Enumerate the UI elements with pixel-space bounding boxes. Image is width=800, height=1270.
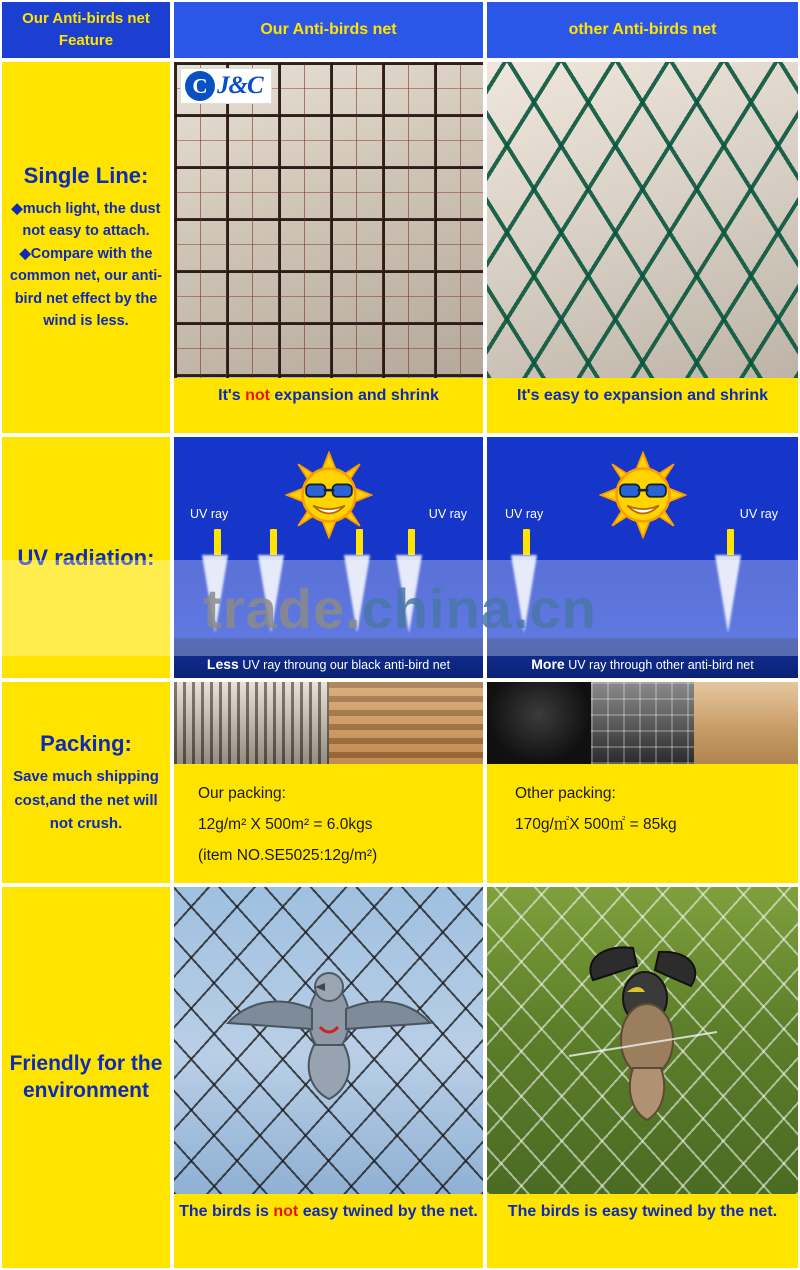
other-uv-note-rest: UV ray through other anti-bird net: [568, 658, 754, 672]
other-packing-line-1: Other packing:: [515, 785, 616, 802]
header-feature-column: Our Anti-birds net Feature: [0, 0, 172, 60]
our-packing-line-3: (item NO.SE5025:12g/m²): [198, 847, 378, 864]
other-friendly-cell: [485, 885, 800, 1270]
packing-body: Save much shipping cost,and the net will not crush.: [13, 768, 159, 832]
uv-beam-2: [715, 555, 741, 633]
other-packing-cell: [485, 680, 800, 885]
uv-post-3: [356, 529, 363, 555]
our-uv-scene: [174, 437, 483, 678]
our-packing-line-2: 12g/m² X 500m² = 6.0kgs: [198, 816, 373, 833]
our-net-photo: [174, 62, 483, 378]
caption-pre: It's: [218, 387, 241, 404]
pigeon-icon: [224, 953, 434, 1103]
packing-title: Packing:: [40, 730, 132, 756]
carton-bundle-photo: [329, 682, 484, 764]
trapped-bird-icon: [563, 936, 723, 1126]
uv-post-1: [214, 529, 221, 555]
row-label-packing: [0, 680, 172, 885]
uv-post-4: [408, 529, 415, 555]
our-single-line-cell: [172, 60, 485, 435]
other-uv-cell: [485, 435, 800, 680]
other-packing-photos: [487, 682, 798, 764]
carton-box-photo: [694, 682, 798, 764]
uv-ray-label-left: UV ray: [190, 507, 229, 521]
our-uv-cell: [172, 435, 485, 680]
our-packing-text: [174, 764, 483, 881]
uv-beam-1: [202, 555, 228, 633]
our-uv-note: [174, 656, 483, 672]
trapped-bird-photo: [487, 887, 798, 1194]
uv-beam-4: [396, 555, 422, 633]
our-friendly-caption: [174, 1194, 483, 1230]
black-net-photo: [487, 682, 591, 764]
net-roll-photo: [174, 682, 329, 764]
header-other-column: other Anti-birds net: [485, 0, 800, 60]
caption-pre: The birds is: [179, 1203, 269, 1220]
single-line-title: Single Line:: [23, 163, 149, 189]
our-single-line-caption: [174, 378, 483, 414]
packed-bags-photo: [591, 682, 695, 764]
uv-title: UV radiation:: [17, 544, 155, 570]
other-packing-text: [487, 764, 798, 850]
our-uv-note-bold: Less: [206, 656, 239, 672]
sun-icon: [285, 451, 373, 539]
single-line-body: ◆much light, the dust not easy to attach. ◆Compare with the common net, our anti-bird net effect by the wind is less.: [9, 200, 163, 330]
logo-wordmark: J&C: [217, 72, 263, 99]
our-packing-photos: [174, 682, 483, 764]
caption-emphasis: not: [245, 387, 270, 404]
uv-beam-1: [511, 555, 537, 633]
sun-icon: [599, 451, 687, 539]
header-our-column: Our Anti-birds net: [172, 0, 485, 60]
uv-beam-2: [258, 555, 284, 633]
friendly-title: Friendly for the environment: [9, 1052, 163, 1102]
other-packing-line-2: 170g/㎡X 500㎡ = 85kg: [515, 816, 677, 833]
row-label-friendly: [0, 885, 172, 1270]
row-label-single-line: [0, 60, 172, 435]
uv-ray-label-right: UV ray: [739, 507, 778, 521]
uv-post-2: [727, 529, 734, 555]
uv-ray-label-right: UV ray: [428, 507, 467, 521]
watermark-text-blue: china.cn: [361, 576, 597, 640]
our-packing-cell: [172, 680, 485, 885]
uv-ray-label-left: UV ray: [505, 507, 544, 521]
uv-post-2: [270, 529, 277, 555]
pigeon-flying-photo: [174, 887, 483, 1194]
other-uv-note: [487, 656, 798, 672]
logo-circle-icon: C: [185, 71, 215, 101]
jc-logo: [180, 68, 272, 104]
other-friendly-caption: The birds is easy twined by the net.: [487, 1194, 798, 1230]
caption-post: expansion and shrink: [274, 387, 439, 404]
row-label-uv: [0, 435, 172, 680]
our-friendly-cell: [172, 885, 485, 1270]
caption-emphasis: not: [273, 1203, 299, 1220]
other-single-line-cell: [485, 60, 800, 435]
other-single-line-caption: It's easy to expansion and shrink: [487, 378, 798, 414]
caption-post: easy twined by the net.: [302, 1203, 478, 1220]
other-uv-note-bold: More: [531, 656, 565, 672]
uv-beam-3: [344, 555, 370, 633]
other-uv-scene: [487, 437, 798, 678]
our-packing-line-1: Our packing:: [198, 785, 286, 802]
other-net-photo: [487, 62, 798, 378]
watermark-text-gray: trade.: [203, 576, 362, 640]
our-uv-note-rest: UV ray throung our black anti-bird net: [242, 658, 451, 672]
uv-post-1: [523, 529, 530, 555]
